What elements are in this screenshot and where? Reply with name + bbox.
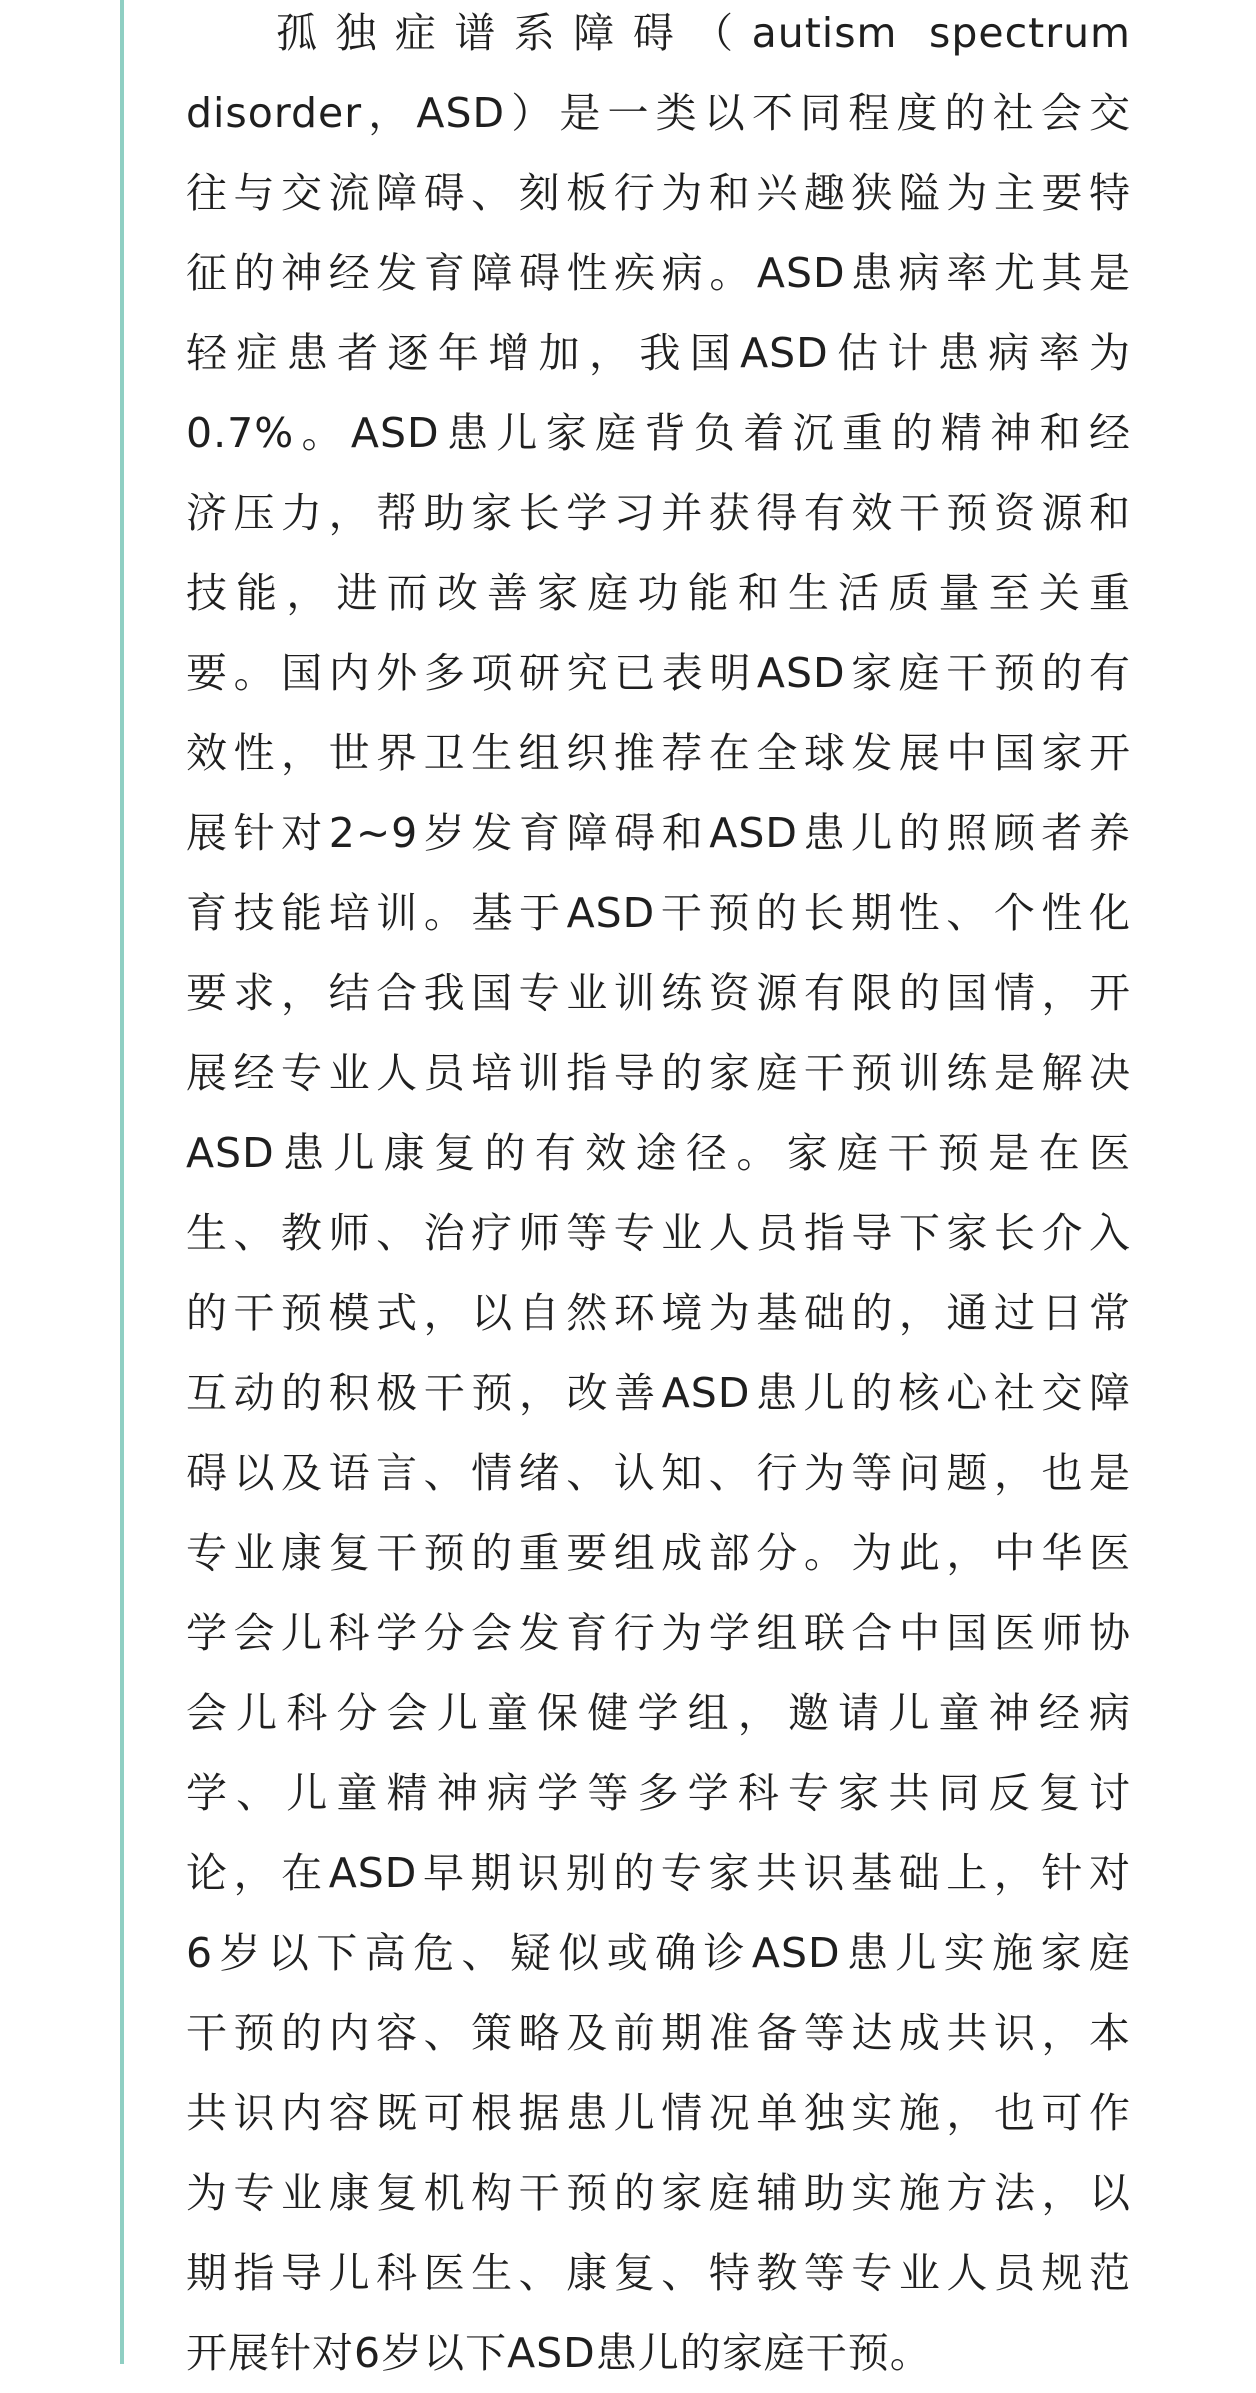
- paragraph-line: 期指导儿科医生、康复、特教等专业人员规范: [186, 2249, 1131, 2297]
- paragraph-line: 往与交流障碍、刻板行为和兴趣狭隘为主要特: [186, 169, 1131, 217]
- paragraph-line: disorder，ASD）是一类以不同程度的社会交: [186, 89, 1131, 137]
- paragraph-line: 为专业康复机构干预的家庭辅助实施方法，以: [186, 2169, 1131, 2217]
- paragraph-line: 效性，世界卫生组织推荐在全球发展中国家开: [186, 729, 1131, 777]
- paragraph-line: 育技能培训。基于ASD干预的长期性、个性化: [186, 889, 1131, 937]
- paragraph-line: 济压力，帮助家长学习并获得有效干预资源和: [186, 489, 1131, 537]
- paragraph-line: 孤独症谱系障碍（autism spectrum: [276, 9, 1131, 57]
- left-margin-rule: [120, 0, 124, 2364]
- paragraph-line: 学会儿科学分会发育行为学组联合中国医师协: [186, 1609, 1131, 1657]
- paragraph-line: 征的神经发育障碍性疾病。ASD患病率尤其是: [186, 249, 1131, 297]
- paragraph-line: 展针对2~9岁发育障碍和ASD患儿的照顾者养: [186, 809, 1131, 857]
- paragraph-line: 轻症患者逐年增加，我国ASD估计患病率为: [186, 329, 1131, 377]
- paragraph-line: 生、教师、治疗师等专业人员指导下家长介入: [186, 1209, 1131, 1257]
- paragraph-line: ASD患儿康复的有效途径。家庭干预是在医: [186, 1129, 1131, 1177]
- paragraph-line: 6岁以下高危、疑似或确诊ASD患儿实施家庭: [186, 1929, 1131, 1977]
- paragraph-line: 互动的积极干预，改善ASD患儿的核心社交障: [186, 1369, 1131, 1417]
- paragraph-line: 要求，结合我国专业训练资源有限的国情，开: [186, 969, 1131, 1017]
- paragraph-line: 技能，进而改善家庭功能和生活质量至关重: [186, 569, 1131, 617]
- paragraph-line: 展经专业人员培训指导的家庭干预训练是解决: [186, 1049, 1131, 1097]
- paragraph-line: 专业康复干预的重要组成部分。为此，中华医: [186, 1529, 1131, 1577]
- paragraph-line: 的干预模式，以自然环境为基础的，通过日常: [186, 1289, 1131, 1337]
- paragraph-line: 干预的内容、策略及前期准备等达成共识，本: [186, 2009, 1131, 2057]
- paragraph-line: 要。国内外多项研究已表明ASD家庭干预的有: [186, 649, 1131, 697]
- paragraph-line: 开展针对6岁以下ASD患儿的家庭干预。: [186, 2329, 932, 2377]
- paragraph-line: 学、儿童精神病学等多学科专家共同反复讨: [186, 1769, 1131, 1817]
- article-body: [186, 0, 1131, 2393]
- paragraph-line: 共识内容既可根据患儿情况单独实施，也可作: [186, 2089, 1131, 2137]
- paragraph-line: 论，在ASD早期识别的专家共识基础上，针对: [186, 1849, 1131, 1897]
- paragraph-line: 碍以及语言、情绪、认知、行为等问题，也是: [186, 1449, 1131, 1497]
- paragraph-line: 0.7%。ASD患儿家庭背负着沉重的精神和经: [186, 409, 1131, 457]
- paragraph-line: 会儿科分会儿童保健学组，邀请儿童神经病: [186, 1689, 1131, 1737]
